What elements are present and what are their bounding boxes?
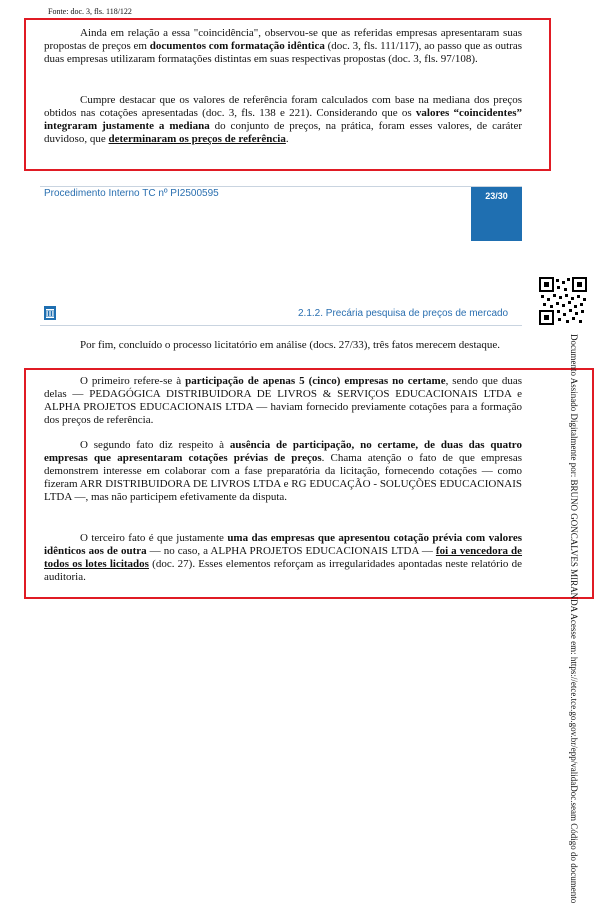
paragraph-second-fact <box>44 439 522 504</box>
p1-text-2: (doc. 3, fls. 111/117), ao passo que as outras duas empresas utilizaram formatações distintas em suas respectivas propostas (doc. 3, fls. 97/108). <box>44 40 522 65</box>
page-number: 23/30 <box>471 187 522 241</box>
source-note: Fonte: doc. 3, fls. 118/122 <box>48 7 132 16</box>
p4-text-2: , sendo que duas delas — PEDAGÓGICA DISTRIBUIDORA DE LIVROS & SERVIÇOS EDUCACIONAIS LTDA e ALPHA PROJETOS EDUCACIONAIS LTDA — haviam fornecido previamente cotações para a formação dos preços de referência. <box>44 375 522 426</box>
p3-text: Por fim, concluído o processo licitatório em análise (docs. 27/33), três fatos merecem destaque. <box>80 339 501 351</box>
paragraph-third-fact <box>44 532 522 584</box>
p6-underline: foi a vencedora de todos os lotes licitados <box>44 545 523 570</box>
p5-text-2: . Chama atenção o fato de que empresas demonstrem interesse em colaborar com a fase preparatória da licitação, fornecendo cotações — como fizeram ARR DISTRIBUIDORA DE LIVROS LTDA e RG EDUCAÇÃO - SOLUÇÕES EDUCACIONAIS LTDA —, mas não participem efetivamente da disputa. <box>44 452 522 503</box>
p1-text-1: Ainda em relação a essa "coincidência", observou-se que as referidas empresas apresentaram suas propostas de preços em <box>44 27 522 52</box>
p4-bold: participação de apenas 5 (cinco) empresas no certame <box>185 375 446 387</box>
signature-side-text: Documento Assinado Digitalmente por: BRUNO GONCALVES MIRANDA Acesse em: https://etce.tce.go.gov.br/epp/validaDoc.seam Código do documento <box>569 334 579 903</box>
section-header: 2.1.2. Precária pesquisa de preços de mercado <box>298 308 509 319</box>
p2-text-3: . <box>285 133 289 145</box>
p1-bold: documentos com formatação idêntica <box>149 40 325 52</box>
header-rule <box>40 325 522 326</box>
qr-code-icon <box>538 276 588 326</box>
p5-bold: ausência de participação, no certame, de duas das quatro empresas que apresentaram cotações prévias de preços <box>44 439 522 464</box>
p2-text-2: do conjunto de preços, na prática, foram esses valores, de caráter duvidoso, que <box>44 120 522 145</box>
footer-rule <box>40 186 522 187</box>
p6-text-2: — no caso, a ALPHA PROJETOS EDUCACIONAIS LTDA — <box>146 545 436 557</box>
paragraph-first-fact <box>44 375 522 427</box>
footer-procedure: Procedimento Interno TC nº PI2500595 <box>44 188 219 199</box>
p6-text-1: O terceiro fato é que justamente <box>80 532 228 544</box>
institution-logo-icon <box>44 306 56 320</box>
paragraph-formatting <box>44 27 522 66</box>
p2-underline: determinaram os preços de referência <box>108 133 286 145</box>
paragraph-conclusion <box>44 339 522 352</box>
p2-text-1: Cumpre destacar que os valores de referência foram calculados com base na mediana dos preços obtidos nas cotações apresentadas (doc. 3, fls. 138 e 221). Considerando que os <box>44 94 522 119</box>
p6-text-3: (doc. 27). Esses elementos reforçam as irregularidades apontadas neste relatório de auditoria. <box>44 558 522 583</box>
p5-text-1: O segundo fato diz respeito à <box>80 439 230 451</box>
p4-text-1: O primeiro refere-se à <box>80 375 186 387</box>
paragraph-reference-values <box>44 94 522 146</box>
p2-bold: valores “coincidentes” integraram justamente a mediana <box>44 107 522 132</box>
p6-bold: uma das empresas que apresentou cotação prévia com valores idênticos aos de outra <box>44 532 522 557</box>
